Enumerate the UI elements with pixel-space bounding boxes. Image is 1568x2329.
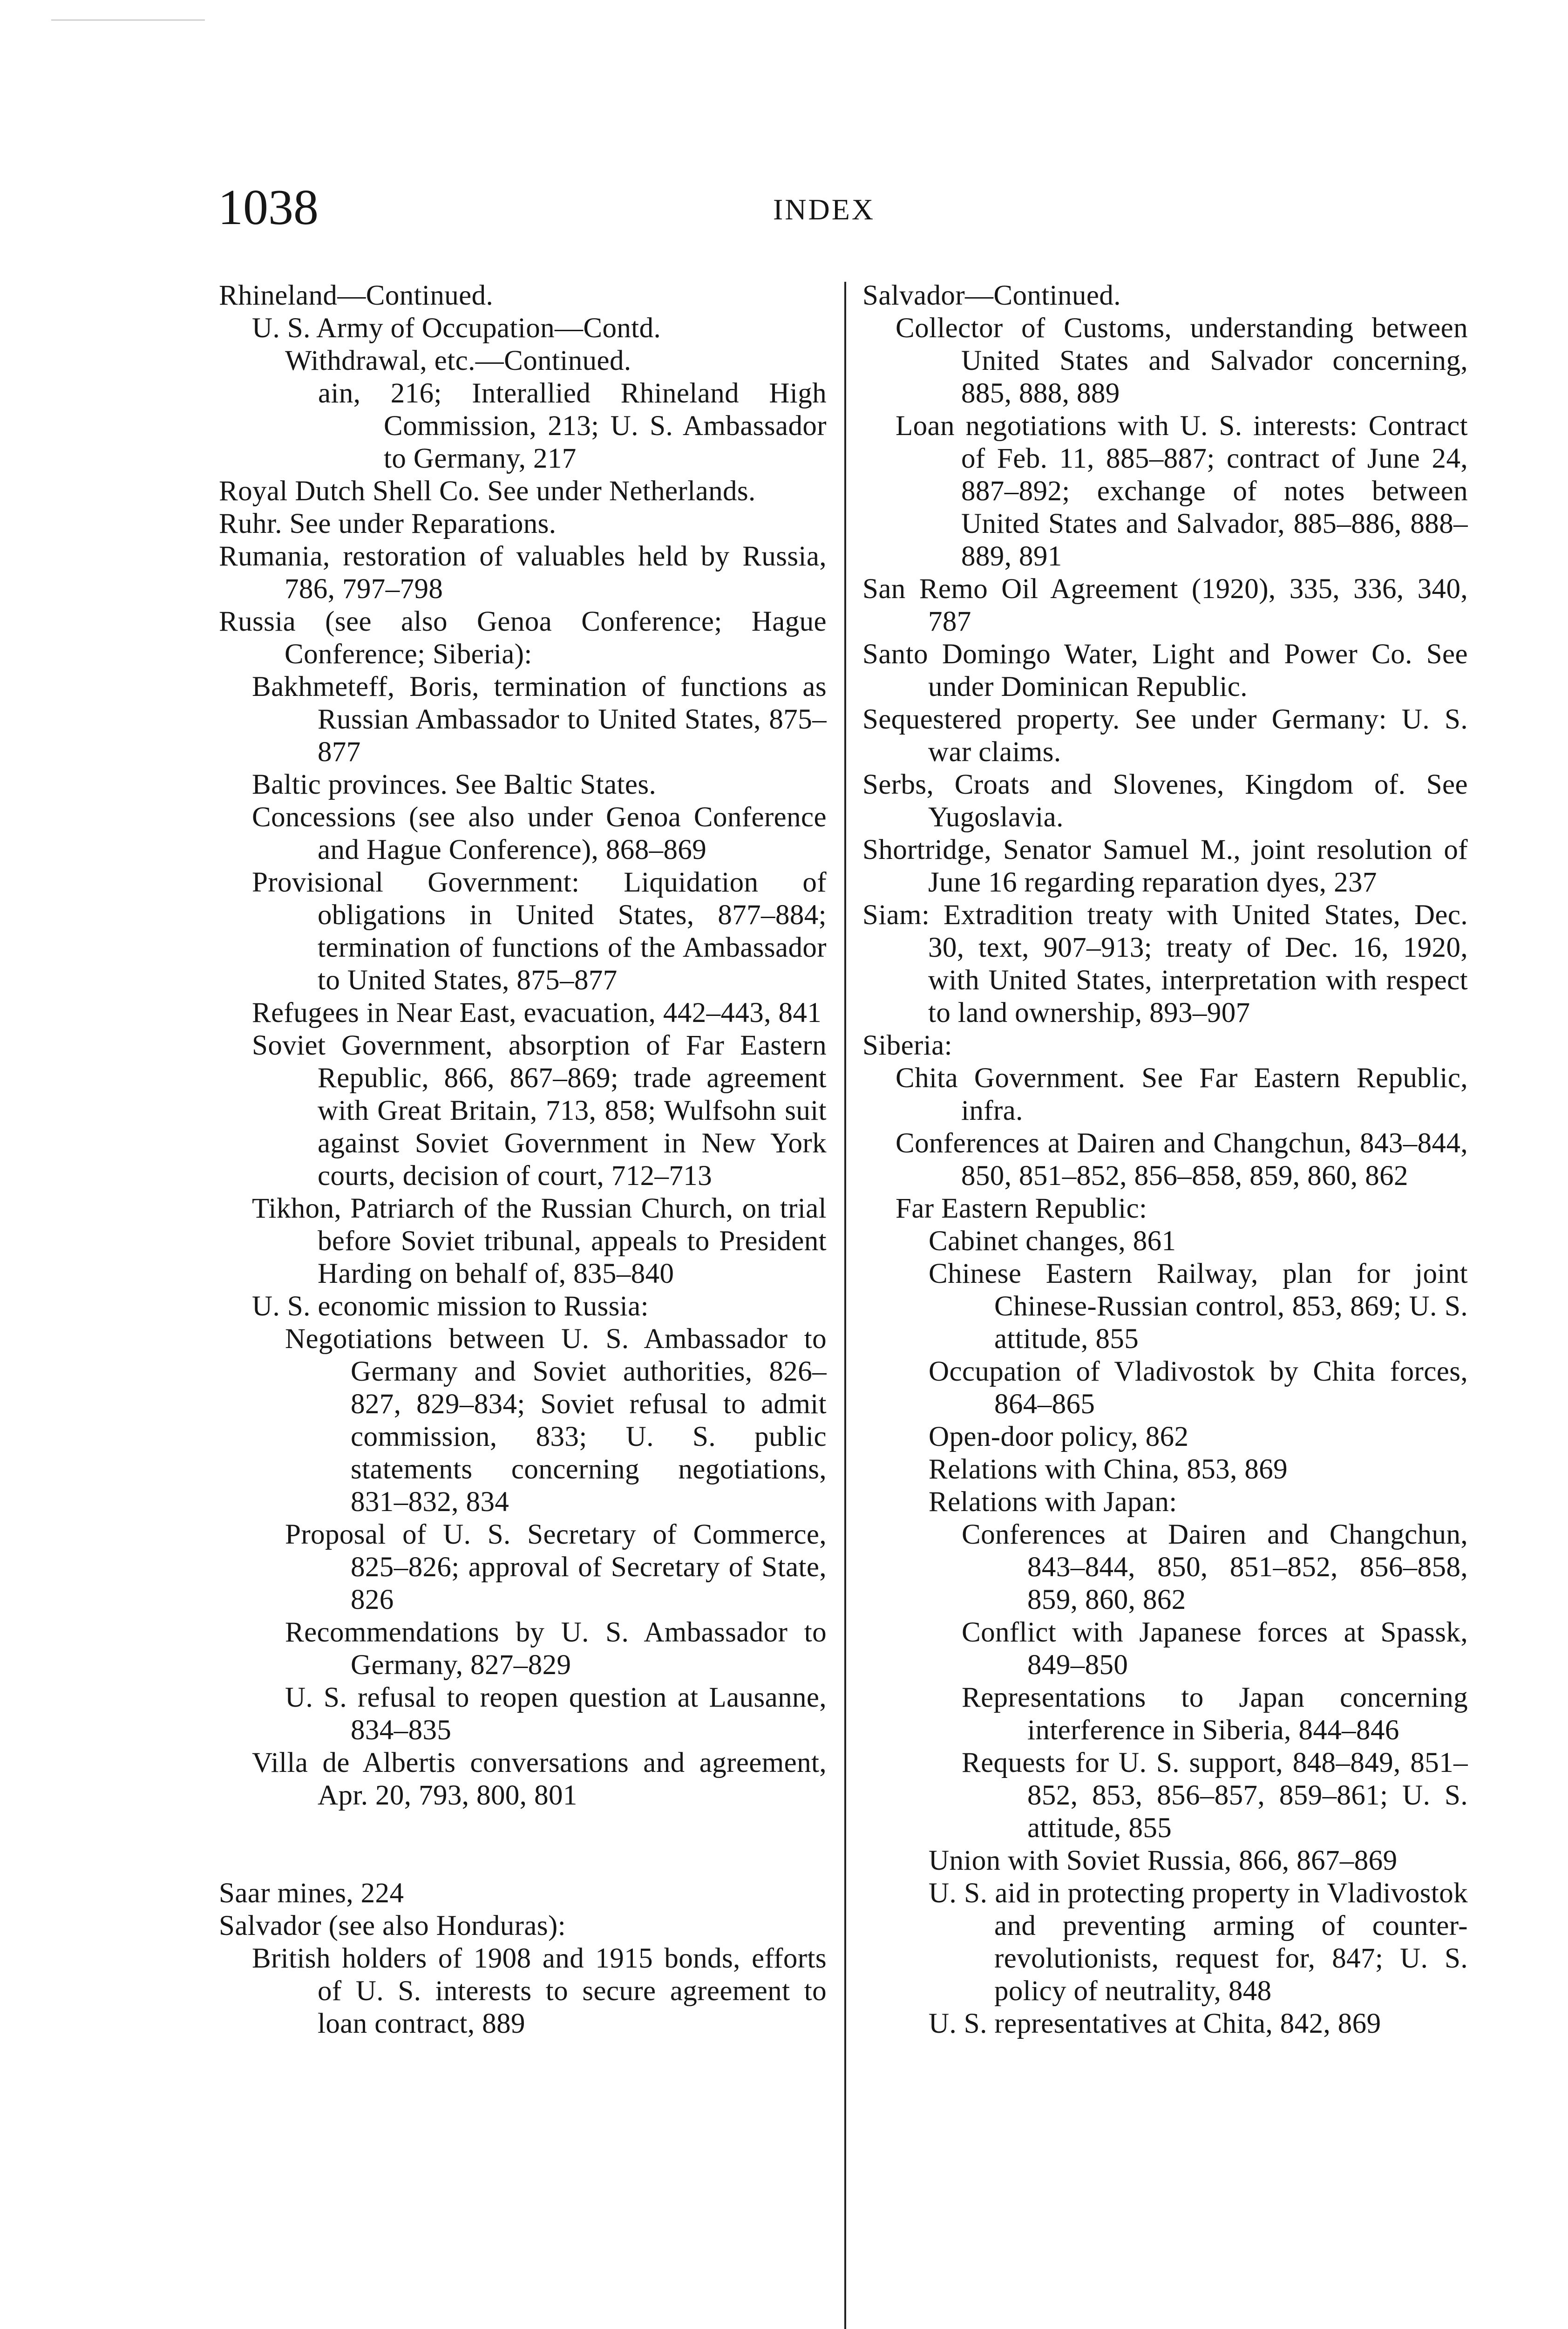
index-entry: Siam: Extradition treaty with United States, Dec. 30, text, 907–913; treaty of Dec. 16, 1920, with United States, interpretation with respect to land ownership, 893–907 <box>862 899 1468 1028</box>
index-subentry: Recommendations by U. S. Ambassador to Germany, 827–829 <box>285 1617 827 1681</box>
index-entry: Rhineland—Continued. <box>219 280 494 311</box>
index-subentry: Bakhmeteff, Boris, termination of functions as Russian Ambassador to United States, 875–877 <box>252 671 827 768</box>
right-column <box>862 279 1468 2040</box>
index-subentry: Open-door policy, 862 <box>929 1421 1189 1452</box>
index-subentry: Soviet Government, absorption of Far Eastern Republic, 866, 867–869; trade agreement with Great Britain, 713, 858; Wulfsohn suit against Soviet Government in New York courts, decision of court, 712–713 <box>252 1030 827 1192</box>
page-number: 1038 <box>218 180 319 235</box>
index-subentry: Negotiations between U. S. Ambassador to Germany and Soviet authorities, 826–827, 829–834; Soviet refusal to admit commission, 833; U. S. public statements concerning negotiations, 831–832, 834 <box>285 1323 827 1518</box>
index-subentry: Cabinet changes, 861 <box>929 1226 1176 1257</box>
index-subentry: Proposal of U. S. Secretary of Commerce, 825–826; approval of Secretary of State, 826 <box>285 1519 827 1615</box>
index-subentry: U. S. refusal to reopen question at Lausanne, 834–835 <box>285 1682 827 1746</box>
index-entry: Salvador (see also Honduras): <box>219 1910 566 1941</box>
index-entry: Rumania, restoration of valuables held by Russia, 786, 797–798 <box>219 541 827 605</box>
index-subentry: U. S. representatives at Chita, 842, 869 <box>929 2008 1381 2039</box>
index-entry: Siberia: <box>862 1030 952 1061</box>
index-subentry: Loan negotiations with U. S. interests: Contract of Feb. 11, 885–887; contract of June 24, 887–892; exchange of notes between United States and Salvador, 885–886, 888–889, 891 <box>896 410 1468 572</box>
index-subentry: Concessions (see also under Genoa Conference and Hague Conference), 868–869 <box>252 802 827 865</box>
index-subentry: Occupation of Vladivostok by Chita forces, 864–865 <box>929 1356 1468 1420</box>
index-entry: Salvador—Continued. <box>862 280 1121 311</box>
index-subentry: Villa de Albertis conversations and agreement, Apr. 20, 793, 800, 801 <box>252 1747 827 1811</box>
index-subentry: U. S. economic mission to Russia: <box>252 1291 649 1322</box>
index-entry: Serbs, Croats and Slovenes, Kingdom of. See Yugoslavia. <box>862 769 1468 833</box>
index-subentry: Tikhon, Patriarch of the Russian Church, on trial before Soviet tribunal, appeals to President Harding on behalf of, 835–840 <box>252 1193 827 1289</box>
index-subentry: Conferences at Dairen and Changchun, 843–844, 850, 851–852, 856–858, 859, 860, 862 <box>896 1128 1468 1192</box>
index-subentry: Chinese Eastern Railway, plan for joint Chinese-Russian control, 853, 869; U. S. attitude, 855 <box>929 1258 1468 1355</box>
index-subentry: Relations with Japan: <box>929 1486 1177 1518</box>
index-subentry: British holders of 1908 and 1915 bonds, efforts of U. S. interests to secure agreement to loan contract, 889 <box>252 1943 827 2039</box>
index-subentry: Withdrawal, etc.—Continued. <box>285 345 631 376</box>
index-subentry: U. S. Army of Occupation—Contd. <box>252 313 661 344</box>
index-entry: Ruhr. See under Reparations. <box>219 508 557 539</box>
page-title: INDEX <box>773 193 876 226</box>
left-column <box>219 279 827 2040</box>
index-subentry: Chita Government. See Far Eastern Republic, infra. <box>896 1062 1468 1126</box>
index-subentry: Refugees in Near East, evacuation, 442–443, 841 <box>252 997 822 1028</box>
index-subentry: Provisional Government: Liquidation of obligations in United States, 877–884; termination of functions of the Ambassador to United States, 875–877 <box>252 867 827 996</box>
index-entry: Shortridge, Senator Samuel M., joint resolution of June 16 regarding reparation dyes, 237 <box>862 834 1468 898</box>
index-subentry: Collector of Customs, understanding between United States and Salvador concerning, 885, 888, 889 <box>896 313 1468 409</box>
index-subentry: Requests for U. S. support, 848–849, 851–852, 853, 856–857, 859–861; U. S. attitude, 855 <box>962 1747 1468 1844</box>
index-subentry: Conflict with Japanese forces at Spassk, 849–850 <box>962 1617 1468 1681</box>
index-entry: Royal Dutch Shell Co. See under Netherlands. <box>219 476 756 507</box>
column-divider <box>844 282 846 2329</box>
index-entry: San Remo Oil Agreement (1920), 335, 336, 340, 787 <box>862 573 1468 637</box>
index-entry: Russia (see also Genoa Conference; Hague Conference; Siberia): <box>219 606 827 670</box>
index-entry: Santo Domingo Water, Light and Power Co. See under Dominican Republic. <box>862 639 1468 702</box>
index-subentry: Relations with China, 853, 869 <box>929 1454 1288 1485</box>
index-subentry: U. S. aid in protecting property in Vladivostok and preventing arming of counter-revolutionists, request for, 847; U. S. policy of neutrality, 848 <box>929 1878 1468 2007</box>
index-entry: Saar mines, 224 <box>219 1878 404 1909</box>
index-subentry: ain, 216; Interallied Rhineland High Commission, 213; U. S. Ambassador to Germany, 217 <box>318 378 827 474</box>
index-subentry: Far Eastern Republic: <box>896 1193 1147 1224</box>
index-subentry: Union with Soviet Russia, 866, 867–869 <box>929 1845 1398 1876</box>
index-subentry: Representations to Japan concerning interference in Siberia, 844–846 <box>962 1682 1468 1746</box>
index-subentry: Conferences at Dairen and Changchun, 843–844, 850, 851–852, 856–858, 859, 860, 862 <box>962 1519 1468 1615</box>
index-subentry: Baltic provinces. See Baltic States. <box>252 769 657 800</box>
index-entry: Sequestered property. See under Germany: U. S. war claims. <box>862 704 1468 768</box>
